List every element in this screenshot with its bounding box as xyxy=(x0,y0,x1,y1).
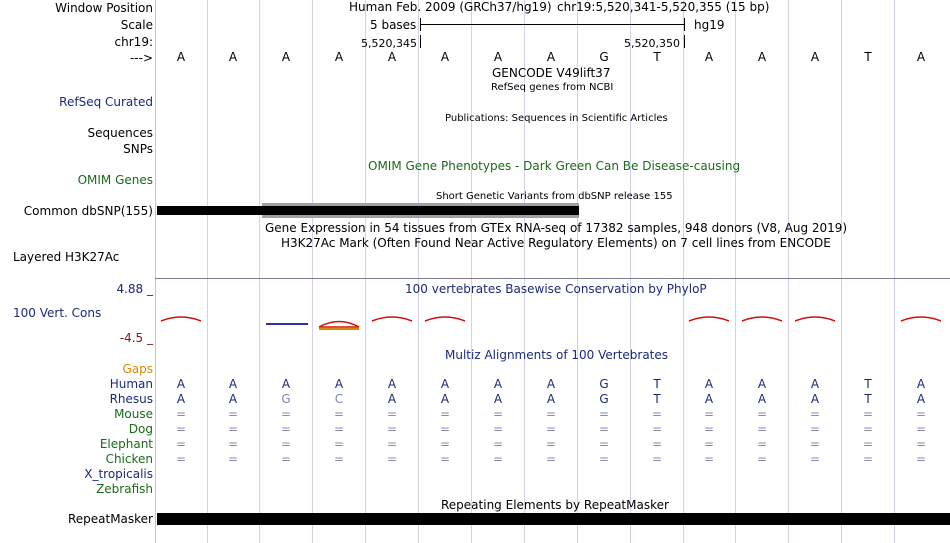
alignment-base: A xyxy=(176,392,186,406)
alignment-base: = xyxy=(227,407,239,421)
label-omim-genes[interactable]: OMIM Genes xyxy=(77,173,153,187)
ruler-base: A xyxy=(334,50,344,64)
alignment-base: = xyxy=(703,452,715,466)
conservation-peak xyxy=(161,317,201,321)
alignment-base: = xyxy=(333,452,345,466)
label-refseq-curated[interactable]: RefSeq Curated xyxy=(59,95,153,109)
alignment-base: = xyxy=(809,452,821,466)
position-text: chr19:5,520,341-5,520,355 (15 bp) xyxy=(557,0,770,14)
ruler-base: A xyxy=(493,50,503,64)
label-window-position: Window Position xyxy=(55,1,153,15)
label-chr: chr19: xyxy=(114,35,153,49)
gtex-track-desc: Gene Expression in 54 tissues from GTEx RNA-seq of 17382 samples, 948 donors (V8, Aug 2019) xyxy=(265,221,848,235)
alignment-base: = xyxy=(598,437,610,451)
alignment-base: A xyxy=(228,392,238,406)
label-sequences[interactable]: Sequences xyxy=(87,126,153,140)
alignment-base: = xyxy=(915,422,927,436)
alignment-base: A xyxy=(757,377,767,391)
alignment-base: = xyxy=(598,407,610,421)
alignment-base: = xyxy=(862,407,874,421)
conservation-peak xyxy=(425,317,465,321)
alignment-base: = xyxy=(703,422,715,436)
alignment-base: = xyxy=(227,437,239,451)
alignment-base: = xyxy=(809,422,821,436)
ruler-base: A xyxy=(176,50,186,64)
alignment-base: A xyxy=(493,377,503,391)
alignment-base: = xyxy=(492,437,504,451)
species-label-rhesus[interactable]: Rhesus xyxy=(109,392,153,406)
alignment-base: = xyxy=(545,407,557,421)
alignment-base: A xyxy=(176,377,186,391)
conservation-peak xyxy=(901,317,941,321)
alignment-base: A xyxy=(387,392,397,406)
dbsnp-track-desc: Short Genetic Variants from dbSNP release 155 xyxy=(436,191,673,202)
alignment-base: = xyxy=(756,422,768,436)
species-label-mouse[interactable]: Mouse xyxy=(114,407,153,421)
alignment-base: = xyxy=(862,452,874,466)
label-scale: Scale xyxy=(120,18,153,32)
alignment-base: = xyxy=(492,452,504,466)
alignment-base: = xyxy=(280,407,292,421)
coord-right: 5,520,350 xyxy=(624,37,680,50)
conservation-peak xyxy=(689,317,729,321)
alignment-base: = xyxy=(333,437,345,451)
alignment-base: = xyxy=(756,437,768,451)
alignment-base: = xyxy=(651,437,663,451)
db-label: hg19 xyxy=(694,18,725,32)
alignment-base: = xyxy=(598,422,610,436)
alignment-base: = xyxy=(439,422,451,436)
alignment-base: = xyxy=(439,437,451,451)
alignment-base: = xyxy=(227,452,239,466)
label-cons-max: 4.88 _ xyxy=(116,282,153,296)
alignment-base: = xyxy=(809,407,821,421)
conservation-peak xyxy=(372,317,412,321)
alignment-base: A xyxy=(546,377,556,391)
alignment-base: = xyxy=(809,437,821,451)
alignment-base: A xyxy=(757,392,767,406)
alignment-base: = xyxy=(333,407,345,421)
conservation-peak xyxy=(795,317,835,321)
alignment-base: A xyxy=(334,377,344,391)
alignment-base: = xyxy=(175,437,187,451)
species-label-dog[interactable]: Dog xyxy=(128,422,153,436)
gencode-track-title[interactable]: GENCODE V49lift37 xyxy=(492,66,611,80)
ruler-base: A xyxy=(810,50,820,64)
ruler-base: A xyxy=(757,50,767,64)
assembly-title: Human Feb. 2009 (GRCh37/hg19) xyxy=(349,0,552,14)
ruler-base: A xyxy=(546,50,556,64)
alignment-base: = xyxy=(915,452,927,466)
alignment-base: = xyxy=(598,452,610,466)
alignment-base: = xyxy=(386,407,398,421)
alignment-base: = xyxy=(862,437,874,451)
alignment-base: A xyxy=(810,377,820,391)
alignment-base: = xyxy=(386,452,398,466)
alignment-base: G xyxy=(281,392,291,406)
alignment-base: A xyxy=(704,392,714,406)
alignment-base: = xyxy=(703,407,715,421)
alignment-base: C xyxy=(334,392,344,406)
alignment-base: = xyxy=(651,422,663,436)
conservation-segment xyxy=(319,322,359,328)
repeatmasker-track-desc: Repeating Elements by RepeatMasker xyxy=(441,498,669,512)
multiz-track-desc: Multiz Alignments of 100 Vertebrates xyxy=(445,348,669,362)
label-snps[interactable]: SNPs xyxy=(123,142,153,156)
alignment-base: A xyxy=(704,377,714,391)
species-label-x_tropicalis[interactable]: X_tropicalis xyxy=(84,467,153,481)
ruler-base: A xyxy=(387,50,397,64)
ruler-base: A xyxy=(228,50,238,64)
alignment-base: A xyxy=(281,377,291,391)
ruler-base: T xyxy=(864,50,872,64)
alignment-base: T xyxy=(864,377,872,391)
alignment-base: = xyxy=(175,452,187,466)
label-repeatmasker[interactable]: RepeatMasker xyxy=(67,512,153,526)
alignment-base: = xyxy=(333,422,345,436)
conservation-peak xyxy=(742,317,782,321)
label-cons-min: -4.5 _ xyxy=(119,331,153,345)
refseq-track-desc: RefSeq genes from NCBI xyxy=(491,82,614,93)
omim-track-desc: OMIM Gene Phenotypes - Dark Green Can Be Disease-causing xyxy=(368,159,741,173)
alignment-base: = xyxy=(492,422,504,436)
publications-track-desc: Publications: Sequences in Scientific Articles xyxy=(445,113,668,124)
alignment-base: = xyxy=(175,407,187,421)
alignment-base: = xyxy=(492,407,504,421)
alignment-base: = xyxy=(386,437,398,451)
alignment-base: = xyxy=(386,422,398,436)
ruler-base: A xyxy=(281,50,291,64)
label-common-dbsnp[interactable]: Common dbSNP(155) xyxy=(23,204,153,218)
ruler-base: A xyxy=(704,50,714,64)
alignment-base: = xyxy=(280,437,292,451)
ruler-base: T xyxy=(653,50,661,64)
ruler-base: A xyxy=(916,50,926,64)
label-100-vert-cons[interactable]: 100 Vert. Cons xyxy=(13,306,102,320)
alignment-base: = xyxy=(703,437,715,451)
alignment-base: = xyxy=(756,407,768,421)
alignment-base: A xyxy=(810,392,820,406)
alignment-base: = xyxy=(439,407,451,421)
alignment-base: = xyxy=(862,422,874,436)
alignment-base: = xyxy=(175,422,187,436)
alignment-base: = xyxy=(227,422,239,436)
ruler-base: G xyxy=(599,50,609,64)
alignment-base: A xyxy=(916,377,926,391)
alignment-base: A xyxy=(493,392,503,406)
alignment-base: = xyxy=(545,437,557,451)
species-label-elephant[interactable]: Elephant xyxy=(99,437,153,451)
species-label-zebrafish[interactable]: Zebrafish xyxy=(96,482,153,496)
label-strand: ---> xyxy=(129,51,153,65)
alignment-base: A xyxy=(440,392,450,406)
alignment-base: = xyxy=(545,452,557,466)
alignment-base: = xyxy=(915,407,927,421)
alignment-base: = xyxy=(915,437,927,451)
species-label-gaps[interactable]: Gaps xyxy=(122,362,153,376)
alignment-base: = xyxy=(651,407,663,421)
coord-left: 5,520,345 xyxy=(361,37,417,50)
label-layered-h3k27ac[interactable]: Layered H3K27Ac xyxy=(13,250,120,264)
alignment-base: = xyxy=(756,452,768,466)
alignment-base: T xyxy=(653,377,661,391)
ruler-base: A xyxy=(440,50,450,64)
alignment-base: = xyxy=(651,452,663,466)
alignment-base: G xyxy=(599,377,609,391)
alignment-base: = xyxy=(439,452,451,466)
alignment-base: A xyxy=(228,377,238,391)
scale-text: 5 bases xyxy=(370,18,417,32)
phylop-track-desc: 100 vertebrates Basewise Conservation by PhyloP xyxy=(405,282,707,296)
alignment-base: = xyxy=(280,452,292,466)
alignment-base: G xyxy=(599,392,609,406)
h3k27ac-track-desc: H3K27Ac Mark (Often Found Near Active Regulatory Elements) on 7 cell lines from ENCODE xyxy=(281,236,831,250)
repeatmasker-feature-bar[interactable] xyxy=(157,513,950,525)
alignment-base: A xyxy=(387,377,397,391)
species-label-chicken[interactable]: Chicken xyxy=(105,452,153,466)
alignment-base: = xyxy=(280,422,292,436)
alignment-base: A xyxy=(546,392,556,406)
alignment-base: A xyxy=(916,392,926,406)
alignment-base: A xyxy=(440,377,450,391)
alignment-base: = xyxy=(545,422,557,436)
alignment-base: T xyxy=(653,392,661,406)
species-label-human[interactable]: Human xyxy=(109,377,153,391)
alignment-base: T xyxy=(864,392,872,406)
